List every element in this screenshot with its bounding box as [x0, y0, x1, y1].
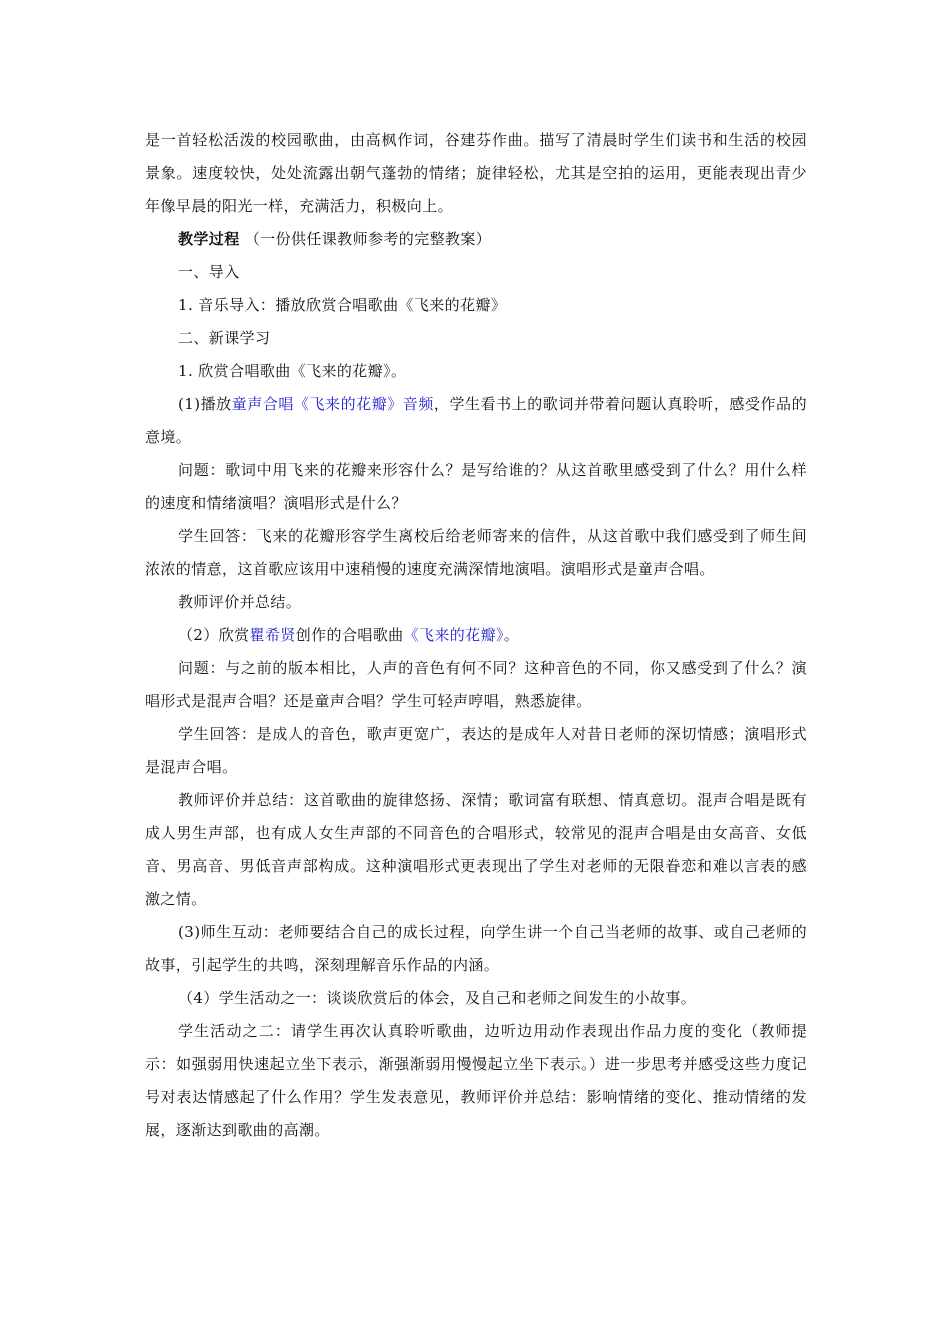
paragraph-student-answer-2 [145, 718, 807, 784]
heading-introduction [145, 256, 807, 289]
list-item-appreciate-song [145, 355, 807, 388]
text-run: 一、导入 [178, 263, 240, 281]
text-run: 。 [503, 626, 520, 644]
link-childrens-choir-audio[interactable]: 童声合唱《飞来的花瓣》音频 [231, 395, 434, 413]
text-run: 是一首轻松活泼的校园歌曲，由高枫作词，谷建芬作曲。描写了清晨时学生们读书和生活的校园景象。速度较快，处处流露出朝气蓬勃的情绪；旋律轻松，尤其是空拍的运用，更能表现出青少年像早晨的阳光一样，充满活力，积极向上。 [145, 131, 807, 215]
text-run: （4）学生活动之一：谈谈欣赏后的体会，及自己和老师之间发生的小故事。 [178, 989, 697, 1007]
text-run: ，学生看书上的歌词并带着问题认真聆听，感受作品的意境。 [145, 395, 808, 446]
paragraph-student-activity-1 [145, 982, 807, 1015]
heading-bold-text: 教学过程 [178, 230, 240, 248]
text-run: 学生回答：飞来的花瓣形容学生离校后给老师寄来的信件，从这首歌中我们感受到了师生间浓浓的情意，这首歌应该用中速稍慢的速度充满深情地演唱。演唱形式是童声合唱。 [145, 527, 807, 578]
text-run: 学生活动之二：请学生再次认真聆听歌曲，边听边用动作表现出作品力度的变化（教师提示：如强弱用快速起立坐下表示，渐强渐弱用慢慢起立坐下表示。）进一步思考并感受这些力度记号对表达情感起了什么作用？学生发表意见，教师评价并总结：影响情绪的变化、推动情绪的发展，逐渐达到歌曲的高潮。 [145, 1022, 807, 1139]
paragraph-teacher-student-interaction [145, 916, 807, 982]
paragraph-teacher-summary-2 [145, 784, 807, 916]
text-run: 问题：歌词中用飞来的花瓣来形容什么？是写给谁的？从这首歌里感受到了什么？用什么样的速度和情绪演唱？演唱形式是什么？ [145, 461, 807, 512]
text-run: 创作的合唱歌曲 [295, 626, 404, 644]
paragraph-question-2 [145, 652, 807, 718]
text-run: 1. 音乐导入：播放欣赏合唱歌曲《飞来的花瓣》 [178, 296, 507, 314]
list-item-music-intro [145, 289, 807, 322]
heading-new-lesson [145, 322, 807, 355]
paragraph-appreciate-choral [145, 619, 807, 652]
text-run: (3)师生互动：老师要结合自己的成长过程，向学生讲一个自己当老师的故事、或自己老师的故事，引起学生的共鸣，深刻理解音乐作品的内涵。 [145, 923, 807, 974]
section-heading-teaching-process [145, 223, 807, 256]
link-composer-qu-xixian[interactable]: 瞿希贤 [249, 626, 296, 644]
text-run: 教师评价并总结。 [178, 593, 302, 611]
paragraph-student-answer-1 [145, 520, 807, 586]
paragraph-question-1 [145, 454, 807, 520]
text-run: （2）欣赏 [178, 626, 250, 644]
paragraph-student-activity-2 [145, 1015, 807, 1147]
paragraph-song-description [145, 124, 807, 223]
text-run: 问题：与之前的版本相比，人声的音色有何不同？这种音色的不同，你又感受到了什么？演唱形式是混声合唱？还是童声合唱？学生可轻声哼唱，熟悉旋律。 [145, 659, 807, 710]
text-run: 学生回答：是成人的音色，歌声更宽广，表达的是成年人对昔日老师的深切情感；演唱形式是混声合唱。 [145, 725, 807, 776]
text-run: 二、新课学习 [178, 329, 271, 347]
text-run: 1. 欣赏合唱歌曲《飞来的花瓣》。 [178, 362, 407, 380]
paragraph-play-audio [145, 388, 807, 454]
link-flying-petals-song[interactable]: 《飞来的花瓣》 [403, 626, 504, 644]
text-run: (1)播放 [178, 395, 232, 413]
paragraph-teacher-summary-1 [145, 586, 807, 619]
text-run: 教师评价并总结：这首歌曲的旋律悠扬、深情；歌词富有联想、情真意切。混声合唱是既有成人男生声部，也有成人女生声部的不同音色的合唱形式，较常见的混声合唱是由女高音、女低音、男高音、男低音声部构成。这种演唱形式更表现出了学生对老师的无限眷恋和难以言表的感激之情。 [145, 791, 807, 908]
heading-note: （一份供任课教师参考的完整教案） [239, 230, 492, 248]
document-body [145, 124, 807, 1147]
